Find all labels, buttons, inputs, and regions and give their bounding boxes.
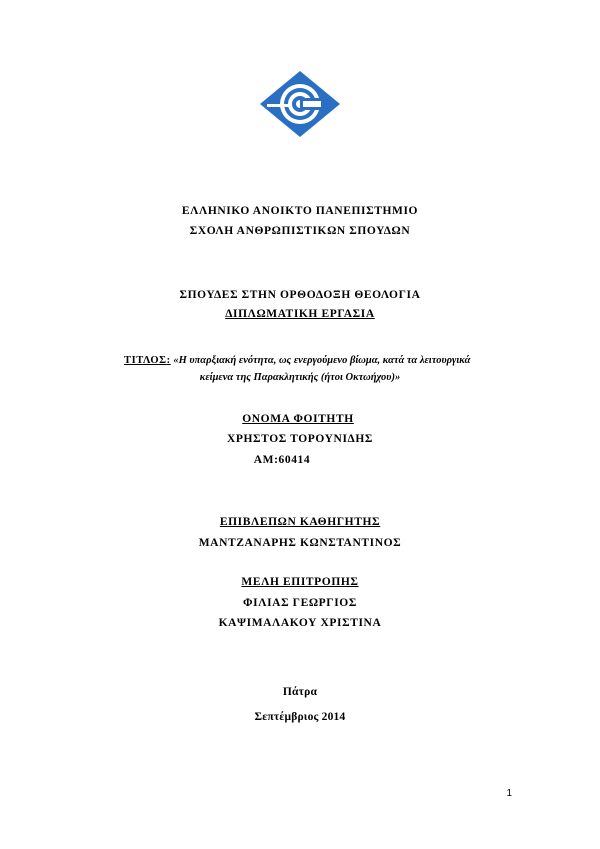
document-type-text: ΔΙΠΛΩΜΑΤΙΚΗ ΕΡΓΑΣΙΑ xyxy=(225,308,375,320)
thesis-title-line1 xyxy=(124,352,524,370)
student-id: ΑΜ:60414 xyxy=(253,454,311,466)
supervisor-label xyxy=(0,516,600,528)
student-label xyxy=(0,413,598,425)
city: Πάτρα xyxy=(282,686,318,698)
thesis-title-line2: κείμενα της Παρακλητικής (ήτοι Οκτωήχου)» xyxy=(199,372,401,383)
title-text-line1: «Η υπαρξιακή ενότητα, ως ενεργούμενο βίωμα, κατά τα λειτουργικά xyxy=(173,355,471,366)
student-name: ΧΡΗΣΤΟΣ ΤΟΡΟΥΝΙΔΗΣ xyxy=(226,433,374,445)
committee-label xyxy=(0,576,600,588)
university-name: ΕΛΛΗΝΙΚΟ ΑΝΟΙΚΤΟ ΠΑΝΕΠΙΣΤΗΜΙΟ xyxy=(181,205,419,217)
title-label: ΤΙΤΛΟΣ xyxy=(124,355,167,366)
student-label-text: ΟΝΟΜΑ ΦΟΙΤΗΤΗ xyxy=(242,413,354,425)
supervisor-name: ΜΑΝΤΖΑΝΑΡΗΣ ΚΩΝΣΤΑΝΤΙΝΟΣ xyxy=(198,537,402,549)
page-number: 1 xyxy=(506,788,512,799)
university-logo-icon xyxy=(259,70,341,138)
committee-member: ΚΑΨΙΜΑΛΑΚΟΥ ΧΡΙΣΤΙΝΑ xyxy=(218,617,382,629)
committee-label-text: ΜΕΛΗ ΕΠΙΤΡΟΠΗΣ xyxy=(241,576,359,588)
document-type xyxy=(0,308,600,320)
supervisor-label-text: ΕΠΙΒΛΕΠΩΝ ΚΑΘΗΓΗΤΗΣ xyxy=(219,516,381,528)
school-name: ΣΧΟΛΗ ΑΝΘΡΩΠΙΣΤΙΚΩΝ ΣΠΟΥΔΩΝ xyxy=(189,225,411,237)
committee-member: ΦΙΛΙΑΣ ΓΕΩΡΓΙΟΣ xyxy=(243,597,357,609)
title-separator: : xyxy=(166,355,171,366)
program-name: ΣΠΟΥΔΕΣ ΣΤΗΝ ΟΡΘΟΔΟΞΗ ΘΕΟΛΟΓΙΑ xyxy=(179,289,421,301)
date: Σεπτέμβριος 2014 xyxy=(254,711,346,723)
